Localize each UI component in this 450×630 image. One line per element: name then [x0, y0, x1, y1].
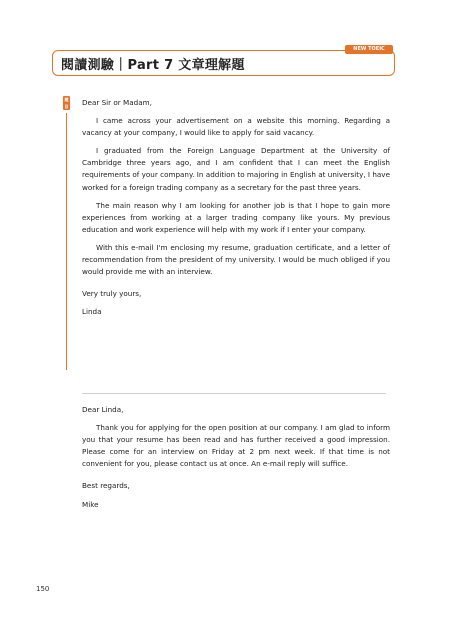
letter-paragraph: The main reason why I am looking for another job is that I hope to gain more experiences from working at a larger trading company like yours. My previous education and work experience will help with my work if I enter your company. [82, 200, 390, 234]
letter-signature: Linda [82, 307, 102, 317]
letter-paragraph: I graduated from the Foreign Language Department at the University of Cambridge three years ago, and I am confident that I can meet the English requirements of your company. In addition to majoring in English at university, I have worked for a foreign trading company as a secretary for the past three years. [82, 146, 390, 192]
letter-signature: Mike [82, 499, 99, 509]
letter-reply [82, 404, 390, 517]
section-title: 閱讀測驗｜Part 7 文章理解題 [61, 57, 245, 73]
question-marker-line [66, 113, 67, 370]
section-tag: NEW TOEIC [345, 45, 393, 54]
section-header [52, 50, 395, 76]
letter-closing: Best regards, [82, 481, 130, 491]
letter-salutation: Dear Sir or Madam, [82, 98, 152, 107]
letter-divider [82, 393, 386, 394]
letter-paragraph: I came across your advertisement on a website this morning. Regarding a vacancy at your company, I would like to apply for said vacancy. [82, 116, 390, 138]
letter-salutation: Dear Linda, [82, 405, 124, 414]
question-marker: 題目 [64, 97, 69, 109]
letter-paragraph: With this e-mail I'm enclosing my resume, graduation certificate, and a letter of recommendation from the president of my university. I would be much obliged if you would provide me with an interview. [82, 242, 390, 277]
page-number: 150 [36, 585, 50, 593]
letter-application [82, 97, 390, 324]
letter-paragraph: Thank you for applying for the open position at our company. I am glad to inform you that your resume has been read and has further received a good impression. Please come for an interview on Friday at 2 pm next week. If that time is not convenient for you, please contact us at once. An e-mail reply will suffice. [82, 423, 390, 469]
letter-closing: Very truly yours, [82, 289, 142, 299]
